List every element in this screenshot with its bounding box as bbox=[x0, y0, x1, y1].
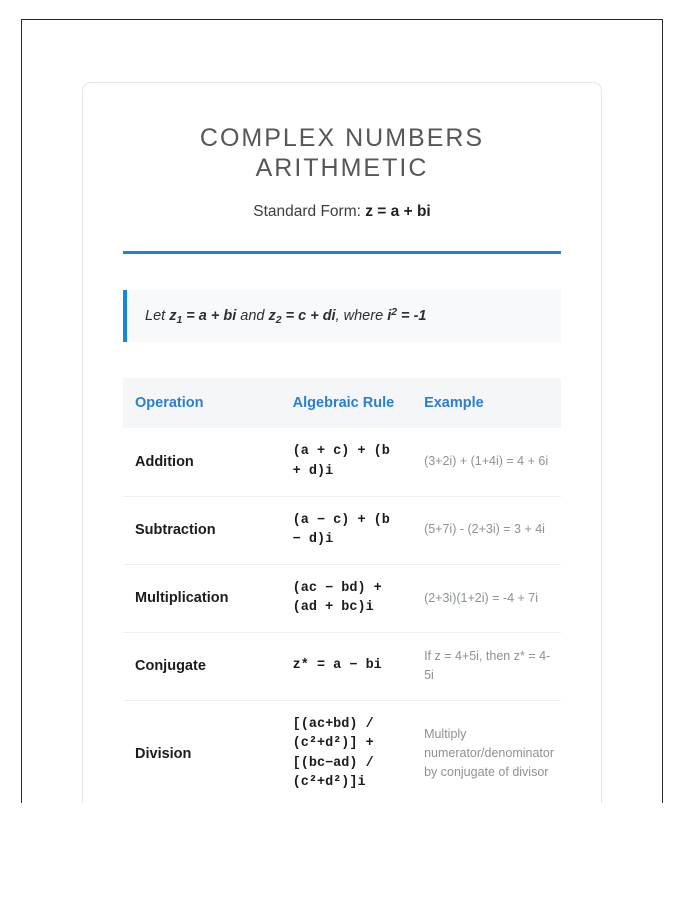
subtitle-prefix: Standard Form: bbox=[253, 203, 366, 220]
cell-rule: [(ac+bd) / (c²+d²)] + [(bc−ad) / (c²+d²)]i bbox=[281, 700, 412, 803]
note-text-5: , where bbox=[335, 308, 388, 324]
column-header-example: Example bbox=[412, 378, 561, 428]
note-var-i: i bbox=[387, 308, 392, 324]
table-row bbox=[123, 700, 561, 803]
note-formula-3: -1 bbox=[413, 308, 427, 324]
column-header-rule: Algebraic Rule bbox=[281, 378, 412, 428]
page-frame bbox=[21, 19, 663, 803]
page-title: COMPLEX NUMBERS ARITHMETIC bbox=[199, 124, 485, 182]
table-header bbox=[123, 378, 561, 428]
table-row bbox=[123, 632, 561, 700]
note-formula-2: c + di bbox=[298, 308, 336, 324]
note-formula-1: a + bi bbox=[198, 308, 237, 324]
subtitle bbox=[123, 203, 561, 221]
note-text-2: = bbox=[182, 308, 199, 324]
cell-operation: Subtraction bbox=[123, 496, 281, 564]
cell-operation: Division bbox=[123, 700, 281, 803]
cell-example: (2+3i)(1+2i) = -4 + 7i bbox=[412, 564, 561, 632]
cell-operation: Conjugate bbox=[123, 632, 281, 700]
definition-note bbox=[123, 290, 561, 342]
card-inner bbox=[83, 83, 601, 803]
column-header-operation: Operation bbox=[123, 378, 281, 428]
table-header-row bbox=[123, 378, 561, 428]
cell-example: (3+2i) + (1+4i) = 4 + 6i bbox=[424, 454, 549, 469]
accent-divider bbox=[123, 251, 561, 254]
note-text-6: = bbox=[397, 308, 414, 324]
cell-example: (5+7i) - (2+3i) = 3 + 4i bbox=[412, 496, 561, 564]
note-sub-2: 2 bbox=[275, 314, 282, 326]
note-var-z2: z bbox=[268, 308, 276, 324]
cell-operation: Multiplication bbox=[123, 564, 281, 632]
operations-table bbox=[123, 378, 561, 803]
cell-rule: (ac − bd) + (ad + bc)i bbox=[281, 564, 412, 632]
subtitle-formula: z = a + bi bbox=[365, 203, 431, 220]
cell-example: Multiply numerator/denominator by conjugate of divisor bbox=[412, 700, 561, 803]
note-sub-1: 1 bbox=[176, 314, 183, 326]
cell-rule: (a − c) + (b − d)i bbox=[281, 496, 412, 564]
content-card bbox=[82, 82, 602, 803]
note-var-z1: z bbox=[169, 308, 177, 324]
table-body bbox=[123, 428, 561, 803]
table-row bbox=[123, 428, 561, 496]
note-text-3: and bbox=[236, 308, 269, 324]
cell-example: If z = 4+5i, then z* = 4-5i bbox=[412, 632, 561, 700]
cell-rule: z* = a − bi bbox=[281, 632, 412, 700]
note-text-4: = bbox=[281, 308, 299, 324]
cell-operation: Addition bbox=[135, 453, 194, 470]
table-row bbox=[123, 496, 561, 564]
note-text-1: Let bbox=[145, 308, 170, 324]
note-sup-i: 2 bbox=[391, 307, 398, 318]
cell-rule: (a + c) + (b + d)i bbox=[292, 444, 390, 479]
table-row bbox=[123, 564, 561, 632]
